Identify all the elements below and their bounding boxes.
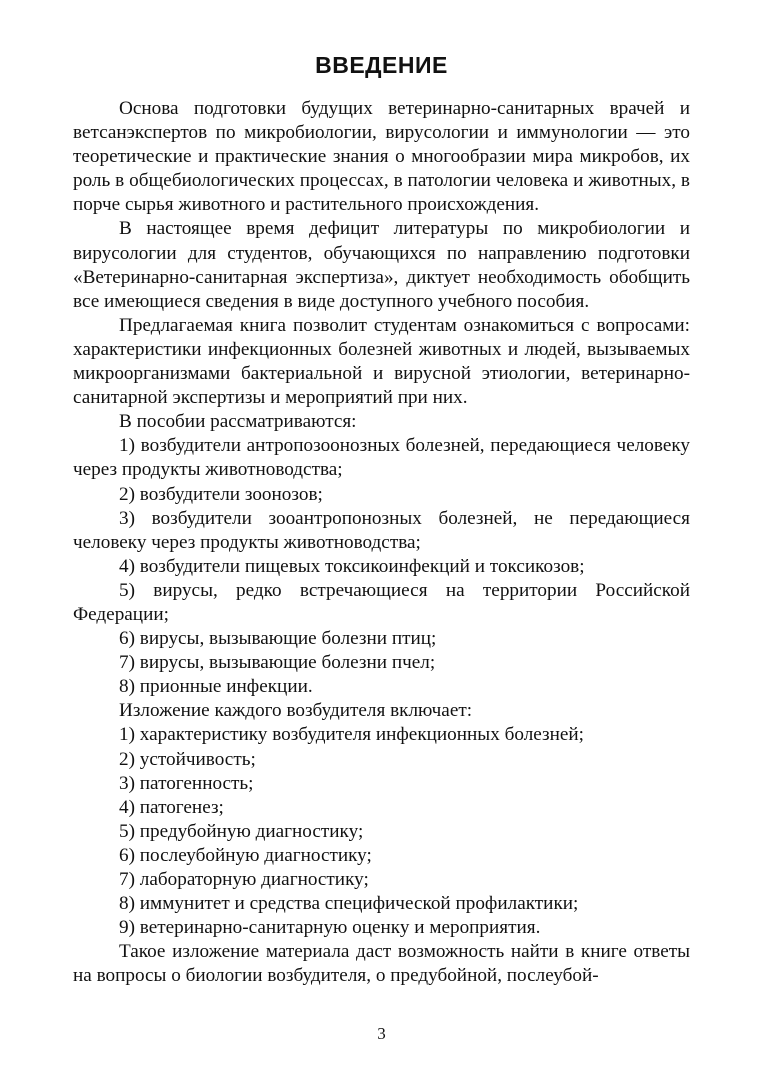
list-item: 6) вирусы, вызывающие болезни птиц; (119, 628, 437, 650)
list-item: 7) вирусы, вызывающие болезни пчел; (119, 652, 436, 674)
list-item: 7) лабораторную диагностику; (119, 869, 369, 890)
paragraph: В настоящее время дефицит литературы по микробиологии и вирусологии для студентов, обучающихся по направлению подготовки «Ветеринарно-санитарная экспертиза», диктует необходимость обобщить все имеющиеся сведения в виде доступного учебного пособия. (73, 218, 690, 312)
paragraph: В пособии рассматриваются: (119, 411, 357, 433)
list-item: 9) ветеринарно-санитарную оценку и мероприятия. (119, 917, 541, 939)
list-item: 2) возбудители зоонозов; (119, 483, 323, 505)
list-item: 1) возбудители антропозоонозных болезней, передающиеся человеку через продукты животноводства; (73, 435, 690, 481)
paragraph: Изложение каждого возбудителя включает: (119, 700, 473, 722)
body-text (73, 97, 690, 988)
list-item: 2) устойчивость; (119, 748, 256, 770)
list-item: 4) возбудители пищевых токсикоинфекций и токсикозов; (119, 555, 585, 577)
list-item: 4) патогенез; (119, 796, 224, 818)
paragraph: Основа подготовки будущих ветеринарно-санитарных врачей и ветсанэкспертов по микробиологии, вирусологии и иммунологии — это теоретические и практические знания о многообразии мира микробов, их роль в общебиологических процессах, в патологии человека и животных, в порче сырья животного и растительного происхождения. (73, 98, 690, 216)
list-item: 5) вирусы, редко встречающиеся на территории Российской Федерации; (73, 579, 690, 625)
page-title: ВВЕДЕНИЕ (315, 52, 448, 78)
page-number: 3 (377, 1024, 386, 1043)
list-item: 6) послеубойную диагностику; (119, 844, 372, 866)
list-item: 3) возбудители зооантропонозных болезней, не передающиеся человеку через продукты животноводства; (73, 507, 690, 553)
list-item: 1) характеристику возбудителя инфекционных болезней; (119, 724, 584, 746)
list-item: 3) патогенность; (119, 772, 254, 794)
list-item: 5) предубойную диагностику; (119, 820, 364, 842)
paragraph: Такое изложение материала даст возможность найти в книге ответы на вопросы о биологии возбудителя, о предубойной, послеубой- (73, 941, 690, 987)
list-item: 8) иммунитет и средства специфической профилактики; (119, 893, 579, 915)
paragraph: Предлагаемая книга позволит студентам ознакомиться с вопросами: характеристики инфекционных болезней животных и людей, вызываемых микроорганизмами бактериальной и вирусной этиологии, ветеринарно-санитарной экспертизы и мероприятий при них. (73, 314, 690, 409)
list-item: 8) прионные инфекции. (119, 676, 313, 698)
